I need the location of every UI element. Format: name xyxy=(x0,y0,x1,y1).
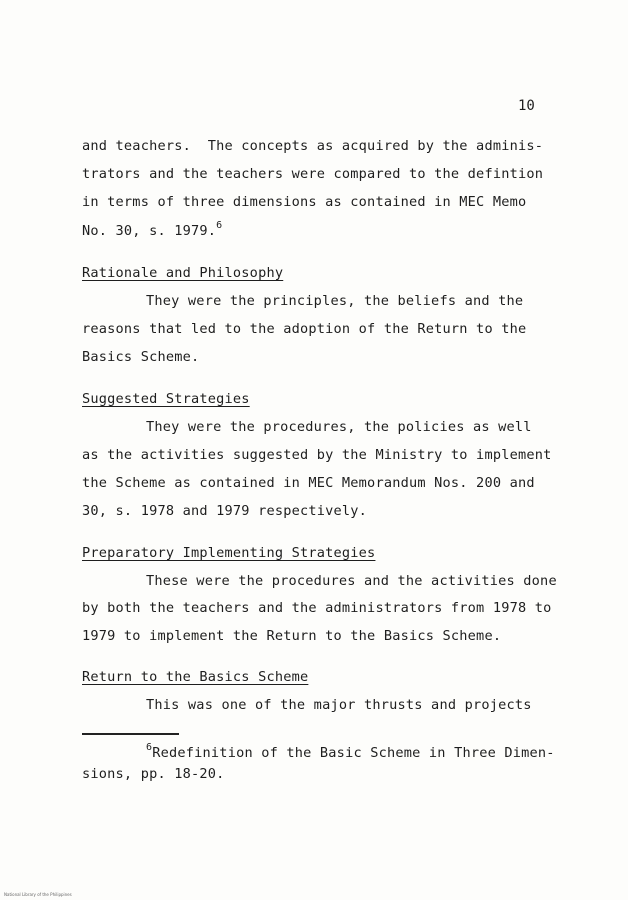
body-line: in terms of three dimensions as contained in MEC Memo xyxy=(82,194,527,210)
body-line: 1979 to implement the Return to the Basics Scheme. xyxy=(82,628,502,644)
section-heading-suggested: Suggested Strategies xyxy=(82,391,250,407)
section-heading-preparatory: Preparatory Implementing Strategies xyxy=(82,545,376,561)
section-heading-rationale: Rationale and Philosophy xyxy=(82,265,284,281)
section-heading-return: Return to the Basics Scheme xyxy=(82,669,309,685)
footnote-reference: 6 xyxy=(216,220,223,231)
footnote-divider xyxy=(82,733,179,735)
page-number: 10 xyxy=(518,98,535,114)
body-line: Basics Scheme. xyxy=(82,349,200,365)
body-line: These were the procedures and the activities done xyxy=(146,573,557,589)
body-line: trators and the teachers were compared to the defintion xyxy=(82,166,544,182)
footnote-line: sions, pp. 18-20. xyxy=(82,766,225,782)
footnote-line xyxy=(146,742,555,761)
body-text: No. 30, s. 1979. xyxy=(82,223,217,239)
body-line: They were the principles, the beliefs and the xyxy=(146,293,524,309)
body-line: as the activities suggested by the Ministry to implement xyxy=(82,447,552,463)
body-line: and teachers. The concepts as acquired by the adminis- xyxy=(82,138,544,154)
archive-label: National Library of the Philippines xyxy=(4,892,72,897)
body-line: 30, s. 1978 and 1979 respectively. xyxy=(82,503,368,519)
body-line: the Scheme as contained in MEC Memorandum Nos. 200 and xyxy=(82,475,535,491)
body-line: reasons that led to the adoption of the Return to the xyxy=(82,321,527,337)
body-line: They were the procedures, the policies as well xyxy=(146,419,532,435)
footnote-text: Redefinition of the Basic Scheme in Three Dimen- xyxy=(152,745,555,761)
body-line: by both the teachers and the administrators from 1978 to xyxy=(82,600,552,616)
footnote-marker: 6 xyxy=(146,742,153,753)
body-line xyxy=(82,220,223,239)
body-line: This was one of the major thrusts and projects xyxy=(146,697,532,713)
